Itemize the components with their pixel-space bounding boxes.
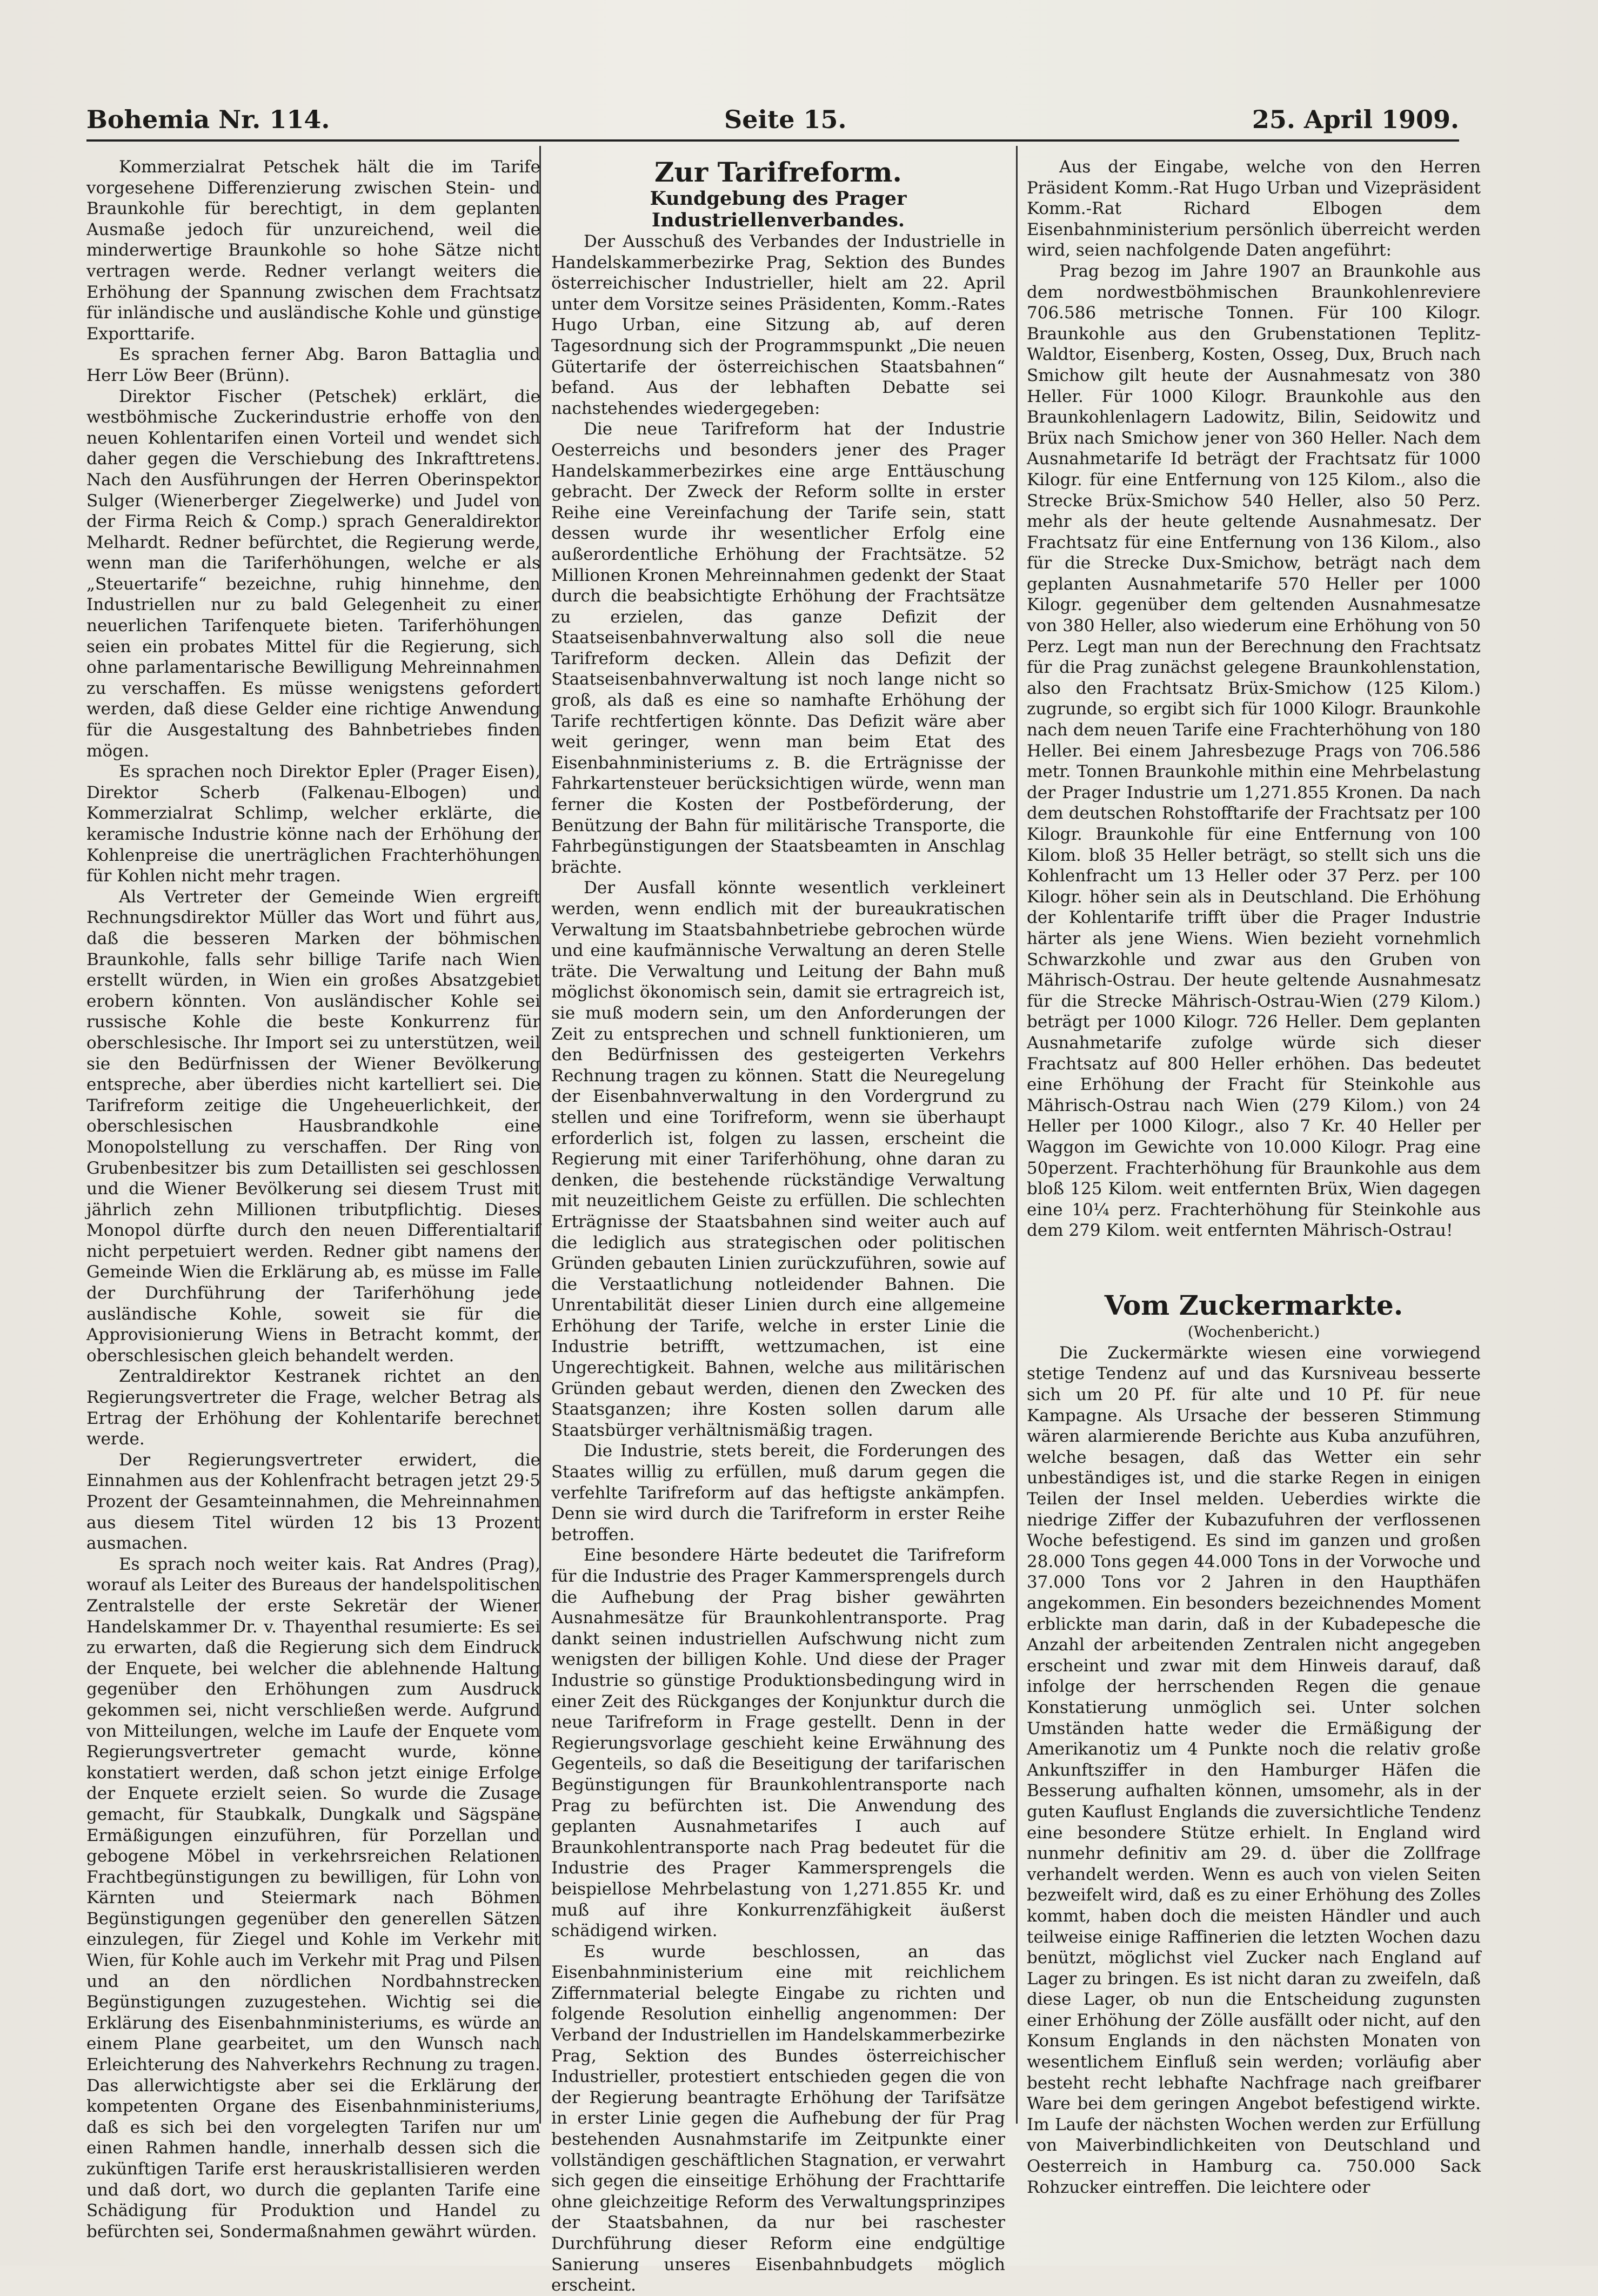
paragraph: Es sprach noch weiter kais. Rat Andres (Prag), worauf als Leiter des Bureaus der handelspolitischen Zentralstelle der erste Sekretär der Wiener Handelskammer Dr. v. Thayenthal resumierte: Es sei zu erwarten, daß die Regierung sich dem Eindruck der Enquete, bei welcher die ablehnende Haltung gegenüber den Erhöhungen zum Ausdruck gekommen sei, nicht verschließen werde. Aufgrund von Mitteilungen, welche im Laufe der Enquete vom Regierungsvertreter gemacht wurde, könne konstatiert werden, daß schon jetzt einige Erfolge der Enquete erzielt seien. So wurde die Zusage gemacht, für Staubkalk, Dungkalk und Sägspäne Ermäßigungen einzuführen, für Porzellan und gebogene Möbel in verkehrsreichen Relationen Frachtbegünstigungen zu bewilligen, für Lohn von Kärnten und Steiermark nach Böhmen Begünstigungen gegenüber den generellen Sätzen einzulegen, für Ziegel und Kohle im Verkehr mit Wien, für Kohle auch im Verkehr mit Prag und Pilsen und an den nördlichen Nordbahnstrecken Begünstigungen zuzugestehen. Wichtig sei die Erklärung des Eisenbahnministeriums, es würde an einem Plane gearbeitet, um den Wunsch nach Erleichterung des Nahverkehrs Rechnung zu tragen. Das allerwichtigste aber sei die Erklärung der kompetenten Organe des Eisenbahnministeriums, daß es sich bei den vorgelegten Tarifen nur um einen Rahmen handle, innerhalb dessen sich die zukünftigen Tarife erst herauskristallisieren werden und daß dort, wo durch die geplanten Tarife eine Schädigung für Produktion und Handel zu befürchten sei, Sondermaßnahmen gewährt würden.	[86, 1554, 540, 2241]
article-subtitle-tarifreform: Kundgebung des Prager Industriellenverbandes.	[650, 188, 907, 231]
paragraph: Als Vertreter der Gemeinde Wien ergreift Rechnungsdirektor Müller das Wort und führt aus, daß die besseren Marken der böhmischen Braunkohle, falls sehr billige Tarife nach Wien erstellt würden, in Wien ein großes Absatzgebiet erobern könnten. Von ausländischer Kohle sei russische Kohle die beste Konkurrenz für oberschlesische. Ihr Import sei zu unterstützen, weil sie den Bedürfnissen der Wiener Bevölkerung entspreche, aber überdies nicht kartelliert sei. Die Tarifreform zeitige die Ungeheuerlichkeit, der oberschlesischen Hausbrandkohle eine Monopolstellung zu verschaffen. Der Ring von Grubenbesitzer bis zum Detaillisten sei geschlossen und die Wiener Bevölkerung sei diesem Trust mit jährlich zehn Millionen tributpflichtig. Dieses Monopol dürfte durch den neuen Differentialtarif nicht perpetuiert werden. Redner gibt namens der Gemeinde Wien die Erklärung ab, es müsse im Falle der Durchführung der Tariferhöhung jede ausländische Kohle, soweit sie für die Approvisionierung Wiens in Betracht kommt, der oberschlesischen gleich behandelt werden.	[86, 887, 540, 1365]
column-2	[551, 156, 1005, 2295]
column-3	[1027, 157, 1481, 2197]
paragraph: Die neue Tarifreform hat der Industrie Oesterreichs und besonders jener des Prager Handelskammerbezirkes eine arge Enttäuschung gebracht. Der Zweck der Reform sollte in erster Reihe eine Vereinfachung der Tarife sein, statt dessen wurde ihr wesentlicher Erfolg eine außerordentliche Erhöhung der Frachtsätze. 52 Millionen Kronen Mehreinnahmen gedenkt der Staat durch die beabsichtigte Erhöhung der Frachtsätze zu erzielen, das ganze Defizit der Staatseisenbahnverwaltung also soll die neue Tarifreform decken. Allein das Defizit der Staatseisenbahnverwaltung ist noch lange nicht so groß, als daß es eine so namhafte Erhöhung der Tarife rechtfertigen könnte. Das Defizit wäre aber weit geringer, wenn man beim Etat des Eisenbahnministeriums z. B. die Erträgnisse der Fahrkartensteuer berücksichtigen würde, wenn man ferner die Kosten der Postbeförderung, der Benützung der Bahn für militärische Transporte, die Fahrbegünstigungen der Staatsbeamten in Anschlag brächte.	[551, 419, 1005, 877]
paragraph: Prag bezog im Jahre 1907 an Braunkohle aus dem nordwestböhmischen Braunkohlenreviere 706.586 metrische Tonnen. Für 100 Kilogr. Braunkohle aus den Grubenstationen Teplitz-Waldtor, Eisenberg, Kosten, Osseg, Dux, Bruch nach Smichow gilt heute der Ausnahmesatz von 380 Heller. Für 1000 Kilogr. Braunkohle aus den Braunkohlenlagern Ladowitz, Bilin, Seidowitz und Brüx nach Smichow jener von 360 Heller. Nach dem Ausnahmetarife Id beträgt der Frachtsatz für 1000 Kilogr. für eine Entfernung von 125 Kilom., also die Strecke Brüx-Smichow 540 Heller, also 50 Perz. mehr als der heute geltende Ausnahmesatz. Der Frachtsatz für eine Entfernung von 136 Kilom., also für die Strecke Dux-Smichow, beträgt nach dem geplanten Ausnahmetarife 570 Heller per 1000 Kilogr. gegenüber dem geltenden Ausnahmesatze von 380 Heller, also wiederum eine Erhöhung von 50 Perz. Legt man nun der Berechnung den Frachtsatz für die Prag zunächst gelegene Braunkohlenstation, also den Frachtsatz Brüx-Smichow (125 Kilom.) zugrunde, so ergibt sich für 1000 Kilogr. Braunkohle nach dem neuen Tarife eine Frachterhöhung von 180 Heller. Bei einem Jahresbezuge Prags von 706.586 metr. Tonnen Braunkohle mithin eine Mehrbelastung der Prager Industrie um 1,271.855 Kronen. Da nach dem deutschen Rohstofftarife der Frachtsatz per 100 Kilogr. Braunkohle für eine Entfernung von 100 Kilom. bloß 35 Heller beträgt, so stellt sich uns die Kohlenfracht um 13 Heller oder 37 Perz. per 100 Kilogr. höher sein als in Deutschland. Die Erhöhung der Kohlentarife trifft über die Prager Industrie härter als jene Wiens. Wien bezieht vornehmlich Schwarzkohle und zwar aus den Gruben von Mährisch-Ostrau. Der heute geltende Ausnahmesatz für die Strecke Mährisch-Ostrau-Wien (279 Kilom.) beträgt per 1000 Kilogr. 726 Heller. Dem geplanten Ausnahmetarife zufolge würde sich dieser Frachtsatz auf 800 Heller erhöhen. Das bedeutet eine Erhöhung der Fracht für Steinkohle aus Mährisch-Ostrau nach Wien (279 Kilom.) von 24 Heller per 1000 Kilogr., also 7 Kr. 40 Heller per Waggon im Gewichte von 10.000 Kilogr. Prag eine 50perzent. Frachterhöhung für Braunkohle aus dem bloß 125 Kilom. weit entfernten Brüx, Wien dagegen eine 10¼ perz. Frachterhöhung für Steinkohle aus dem 279 Kilom. weit entfernten Mährisch-Ostrau!	[1027, 261, 1481, 1241]
header-publication: Bohemia Nr. 114.	[86, 105, 330, 134]
paragraph: Der Ausfall könnte wesentlich verkleinert werden, wenn endlich mit der bureaukratischen Verwaltung im Staatsbahnbetriebe gebrochen würde und eine kaufmännische Verwaltung an deren Stelle träte. Die Verwaltung und Leitung der Bahn muß möglichst ökonomisch sein, damit sie ertragreich ist, sie muß modern sein, um den Anforderungen der Zeit zu entsprechen und schnell funktionieren, um den Bedürfnissen des gesteigerten Verkehrs Rechnung tragen zu können. Statt die Neuregelung der Eisenbahnverwaltung in den Vordergrund zu stellen und eine Torifreform, wenn sie überhaupt erforderlich ist, folgen zu lassen, erscheint die Regierung mit einer Tariferhöhung, ohne daran zu denken, die bestehende rückständige Verwaltung mit neuzeitlichem Geiste zu erfüllen. Die schlechten Erträgnisse der Staatsbahnen sind weiter auch auf die lediglich aus strategischen oder politischen Gründen gebauten Linien zurückzuführen, sowie auf die Verstaatlichung notleidender Bahnen. Die Unrentabilität dieser Linien durch eine allgemeine Erhöhung der Tarife, welche in erster Linie die Industrie betrifft, wettzumachen, ist eine Ungerechtigkeit. Bahnen, welche aus militärischen Gründen gebaut werden, dienen den Zwecken des Staatsganzen; ihre Kosten sollen darum alle Staatsbürger verhältnismäßig tragen.	[551, 878, 1005, 1440]
paragraph: Die Industrie, stets bereit, die Forderungen des Staates willig zu erfüllen, muß darum gegen die verfehlte Tarifreform auf das heftigste ankämpfen. Denn sie wird durch die Tarifreform in erster Reihe betroffen.	[551, 1441, 1005, 1544]
column-1	[86, 157, 540, 2241]
paragraph: Aus der Eingabe, welche von den Herren Präsident Komm.-Rat Hugo Urban und Vizepräsident Komm.-Rat Richard Elbogen dem Eisenbahnministerium persönlich überreicht werden wird, seien nachfolgende Daten angeführt:	[1027, 157, 1481, 260]
paragraph: Eine besondere Härte bedeutet die Tarifreform für die Industrie des Prager Kammersprengels durch die Aufhebung der Prag bisher gewährten Ausnahmesätze für Braunkohlentransporte. Prag dankt seinen industriellen Aufschwung nicht zum wenigsten der billigen Kohle. Und diese der Prager Industrie so günstige Produktionsbedingung wird in einer Zeit des Rückganges der Konjunktur durch die neue Tarifreform in Frage gestellt. Denn in der Regierungsvorlage geschieht keine Erwähnung des Gegenteils, so daß die Beseitigung der tarifarischen Begünstigungen für Braunkohlentransporte nach Prag zu befürchten ist. Die Anwendung des geplanten Ausnahmetarifes I auch auf Braunkohlentransporte nach Prag bedeutet für die Industrie des Prager Kammersprengels die beispiellose Mehrbelastung von 1,271.855 Kr. und muß auf ihre Konkurrenzfähigkeit äußerst schädigend wirken.	[551, 1545, 1005, 1941]
article-title-zuckermarkt: Vom Zuckermarkte.	[1104, 1289, 1403, 1321]
paragraph: Die Zuckermärkte wiesen eine vorwiegend stetige Tendenz auf und das Kursniveau besserte sich um 20 Pf. für alte und 10 Pf. für neue Kampagne. Als Ursache der besseren Stimmung wären alarmierende Berichte aus Kuba anzuführen, welche besagen, daß das Wetter ein sehr unbeständiges ist, und die starke Regen in einigen Teilen der Insel melden. Ueberdies wirkte die niedrige Ziffer der Kubazufuhren der verflossenen Woche befestigend. Es sind im ganzen und großen 28.000 Tons gegen 44.000 Tons in der Vorwoche und 37.000 Tons vor 2 Jahren in den Haupthäfen angekommen. Ein besonders bezeichnendes Moment erblickte man darin, daß in der Kubadepesche die Anzahl der arbeitenden Zentralen nicht angegeben erscheint und zwar mit dem Hinweis darauf, daß infolge der herrschenden Regen die genaue Konstatierung unmöglich sei. Unter solchen Umständen hatte weder die Ermäßigung der Amerikanotiz um 4 Punkte noch die relativ große Ankunftsziffer in den Hamburger Häfen die Besserung aufhalten können, umsomehr, als in der guten Kauflust Englands die zuversichtliche Tendenz eine besondere Stütze erhielt. In England wird nunmehr definitiv am 29. d. über die Zollfrage verhandelt werden. Wenn es auch von vielen Seiten bezweifelt wird, daß es zu einer Erhöhung des Zolles kommt, haben doch die meisten Händler und auch teilweise einige Raffinerien die letzten Wochen dazu benützt, möglichst viel Zucker nach England auf Lager zu bringen. Es ist nicht daran zu zweifeln, daß diese Lager, ob nun die Entscheidung zugunsten einer Erhöhung der Zölle ausfällt oder nicht, auf den Konsum Englands in den nächsten Monaten von wesentlichem Einfluß sein werden; vorläufig aber besteht recht lebhafte Nachfrage nach greifbarer Ware bei dem geringen Angebot befestigend wirkte. Im Laufe der nächsten Wochen werden zur Erfüllung von Maiverbindlichkeiten von Deutschland und Oesterreich in Hamburg ca. 750.000 Sack Rohzucker eintreffen. Die leichtere oder	[1027, 1343, 1481, 2197]
article-title-tarifreform: Zur Tarifreform.	[654, 156, 902, 188]
section-gap	[1027, 1241, 1481, 1290]
header-page-number: Seite 15.	[724, 105, 847, 134]
paragraph: Es sprachen noch Direktor Epler (Prager Eisen), Direktor Scherb (Falkenau-Elbogen) und Kommerzialrat Schlimp, welcher erklärte, die keramische Industrie könne nach der Erhöhung der Kohlenpreise die unerträglichen Frachterhöhungen für Kohlen nicht mehr tragen.	[86, 762, 540, 886]
paragraph: Es wurde beschlossen, an das Eisenbahnministerium eine mit reichlichem Ziffernmaterial belegte Eingabe zu richten und folgende Resolution einhellig angenommen: Der Verband der Industriellen im Handelskammerbezirke Prag, Sektion des Bundes österreichischer Industrieller, protestiert entschieden gegen die von der Regierung beantragte Erhöhung der Tarifsätze in erster Linie gegen die Aufhebung der für Prag bestehenden Ausnahmstarife im Zeitpunkte einer vollständigen geschäftlichen Stagnation, er verwahrt sich gegen die einseitige Erhöhung der Frachttarife ohne gleichzeitige Reform des Verwaltungsprinzipes der Staatsbahnen, da nur bei raschester Durchführung dieser Reform eine endgültige Sanierung unseres Eisenbahnbudgets möglich erscheint.	[551, 1942, 1005, 2295]
page-header	[86, 96, 1459, 139]
paragraph: Kommerzialrat Petschek hält die im Tarife vorgesehene Differenzierung zwischen Stein- und Braunkohle für berechtigt, in dem geplanten Ausmaße jedoch für unzureichend, weil die minderwertige Braunkohle so hohe Sätze nicht vertragen werde. Redner verlangt weiters die Erhöhung der Spannung zwischen dem Frachtsatz für inländische und ausländische Kohle und günstige Exporttarife.	[86, 157, 540, 344]
paragraph: Der Regierungsvertreter erwidert, die Einnahmen aus der Kohlenfracht betragen jetzt 29·5 Prozent der Gesamteinnahmen, die Mehreinnahmen aus diesem Titel würden 12 bis 13 Prozent ausmachen.	[86, 1450, 540, 1554]
paragraph: Zentraldirektor Kestranek richtet an den Regierungsvertreter die Frage, welcher Betrag als Ertrag der Erhöhung der Kohlentarife berechnet werde.	[86, 1367, 540, 1449]
article-subtitle-zuckermarkt: (Wochenbericht.)	[1187, 1322, 1320, 1341]
paragraph: Der Ausschuß des Verbandes der Industrielle in Handelskammerbezirke Prag, Sektion des Bundes österreichischer Industrieller, hielt am 22. April unter dem Vorsitze seines Präsidenten, Komm.-Rates Hugo Urban, eine Sitzung ab, auf deren Tagesordnung sich der Programmspunkt „Die neuen Gütertarife der österreichischen Staatsbahnen“ befand. Aus der lebhaften Debatte sei nachstehendes wiedergegeben:	[551, 232, 1005, 418]
paragraph: Direktor Fischer (Petschek) erklärt, die westböhmische Zuckerindustrie erhoffe von den neuen Kohlentarifen einen Vorteil und wendet sich daher gegen die Verschiebung des Inkrafttretens. Nach den Ausführungen der Herren Oberinspektor Sulger (Wienerberger Ziegelwerke) und Judel von der Firma Reich & Comp.) sprach Generaldirektor Melhardt. Redner befürchtet, die Regierung werde, wenn man die Tariferhöhungen, welche er als „Steuertarife“ bezeichne, ruhig hinnehme, den Industriellen nur zu bald Gelegenheit zu einer neuerlichen Tarifenquete bieten. Tariferhöhungen seien ein probates Mittel für die Regierung, sich ohne parlamentarische Bewilligung Mehreinnahmen zu verschaffen. Es müsse wenigstens gefordert werden, daß diese Gelder eine richtige Anwendung für die Ausgestaltung des Bahnbetriebes finden mögen.	[86, 386, 540, 761]
header-date: 25. April 1909.	[1252, 105, 1459, 134]
paragraph: Es sprachen ferner Abg. Baron Battaglia und Herr Löw Beer (Brünn).	[86, 345, 540, 385]
header-divider	[86, 139, 1459, 142]
column-divider-2	[1016, 146, 1018, 2124]
